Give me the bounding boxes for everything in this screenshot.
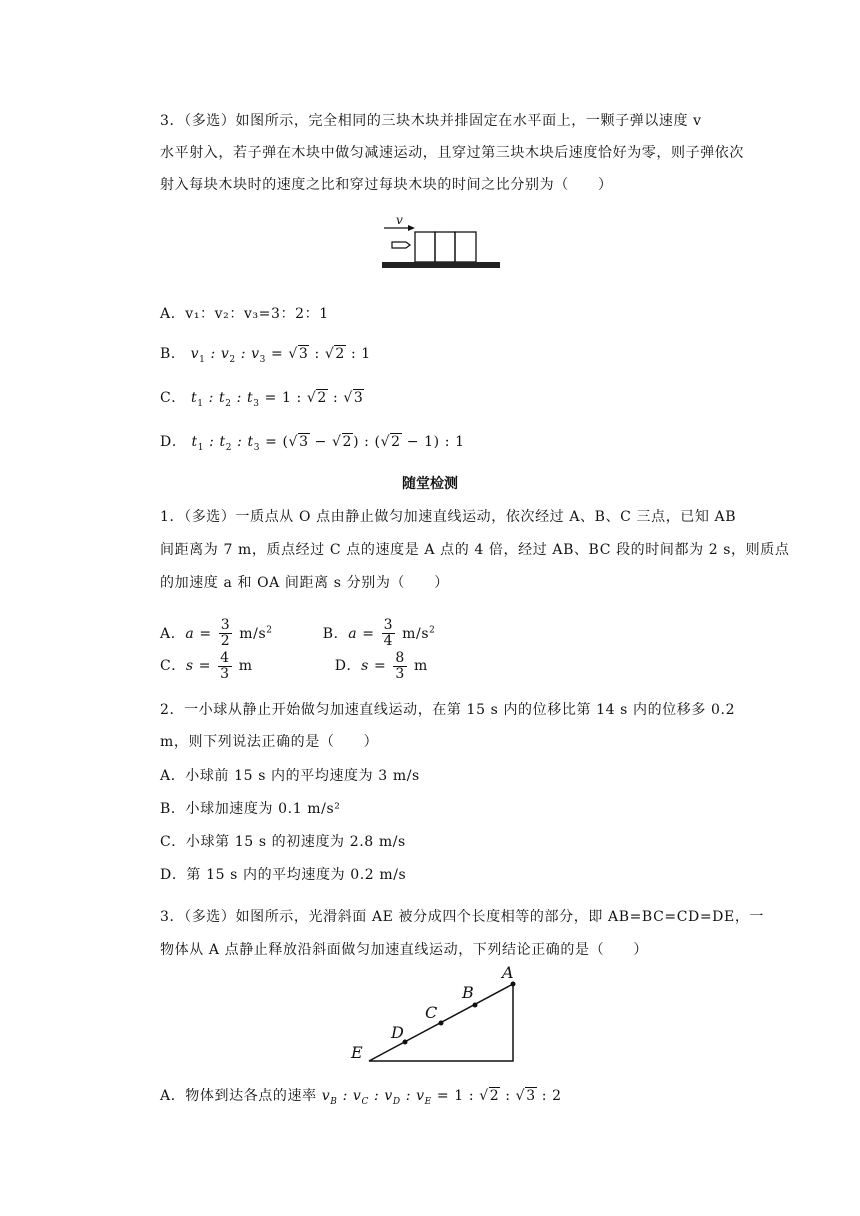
bullet-shape bbox=[392, 242, 410, 248]
bullet-blocks-figure bbox=[378, 210, 504, 270]
q1-option-c: C．s = $\frac{4}{3}$ m bbox=[160, 649, 253, 682]
q2-option-a: A．小球前 15 s 内的平均速度为 3 m/s bbox=[160, 768, 420, 784]
wood-block-1 bbox=[415, 232, 435, 262]
question-2-line2: m，则下列说法正确的是（ ） bbox=[160, 734, 379, 750]
question-1-line2: 间距离为 7 m，质点经过 C 点的速度是 A 点的 4 倍，经过 AB、BC 段的时间都为 2 s，则质点 bbox=[160, 542, 790, 558]
q3a-option-c: C． $t_1$ : $t_2$ : $t_3 = 1$ : √2 : √3 bbox=[160, 390, 364, 409]
q3a-option-b: B． $v_1$ : $v_2$ : $v_3 = √3$ : √2 : 1 bbox=[160, 346, 371, 365]
question-3b-line1: 3．（多选）如图所示，光滑斜面 AE 被分成四个长度相等的部分，即 AB=BC=CD=DE，一 bbox=[160, 909, 765, 925]
q2-option-b: B．小球加速度为 0.1 m/s² bbox=[160, 801, 341, 817]
question-3b-line2: 物体从 A 点静止释放沿斜面做匀加速直线运动，下列结论正确的是（ ） bbox=[160, 942, 649, 958]
velocity-label: v bbox=[396, 213, 403, 227]
question-3a-line1: 3．（多选）如图所示，完全相同的三块木块并排固定在水平面上，一颗子弹以速度 v bbox=[160, 113, 702, 129]
q3b-option-a: A．物体到达各点的速率 $v_B$ : $v_C$ : $v_D$ : $v_E = 1$ : √2 : √3 : 2 bbox=[160, 1088, 562, 1107]
wood-block-2 bbox=[435, 232, 455, 262]
ground bbox=[382, 262, 500, 268]
point-label-c: C bbox=[425, 1003, 438, 1022]
q1-option-a: A．a = $\frac{3}{2}$ $m/s^2$ bbox=[160, 617, 273, 650]
wood-block-3 bbox=[455, 232, 476, 262]
q3a-option-d: D． $t_1$ : $t_2$ : $t_3 = (√3 - √2)$ : (√2 − 1) : 1 bbox=[160, 434, 465, 453]
point-label-e: E bbox=[351, 1043, 363, 1062]
q3a-option-a: A．v₁：v₂：v₃=3：2：1 bbox=[160, 306, 329, 322]
question-1-line3: 的加速度 a 和 OA 间距离 s 分别为（ ） bbox=[160, 575, 449, 591]
q1-option-b: B．a = $\frac{3}{4}$ $m/s^2$ bbox=[322, 617, 436, 650]
q1-options-cd bbox=[160, 648, 428, 684]
point-label-a: A bbox=[502, 963, 514, 982]
q2-option-d: D．第 15 s 内的平均速度为 0.2 m/s bbox=[160, 867, 407, 883]
q1-option-d: D．s = $\frac{8}{3}$ m bbox=[334, 649, 428, 682]
question-3a-line2: 水平射入，若子弹在木块中做匀减速运动，且穿过第三块木块后速度恰好为零，则子弹依次 bbox=[160, 145, 744, 161]
question-1-line1: 1．（多选）一质点从 O 点由静止做匀加速直线运动，依次经过 A、B、C 三点，已知 AB bbox=[160, 509, 737, 525]
point-label-d: D bbox=[391, 1023, 404, 1042]
q2-option-c: C．小球第 15 s 的初速度为 2.8 m/s bbox=[160, 834, 406, 850]
q1-options-ab bbox=[160, 612, 435, 648]
section-title: 随堂检测 bbox=[402, 476, 458, 492]
incline-figure bbox=[345, 962, 525, 1068]
question-3a-line3: 射入每块木块时的速度之比和穿过每块木块的时间之比分别为（ ） bbox=[160, 177, 613, 193]
question-2-line1: 2．一小球从静止开始做匀加速直线运动，在第 15 s 内的位移比第 14 s 内的位移多 0.2 bbox=[160, 702, 736, 718]
point-label-b: B bbox=[462, 983, 474, 1002]
